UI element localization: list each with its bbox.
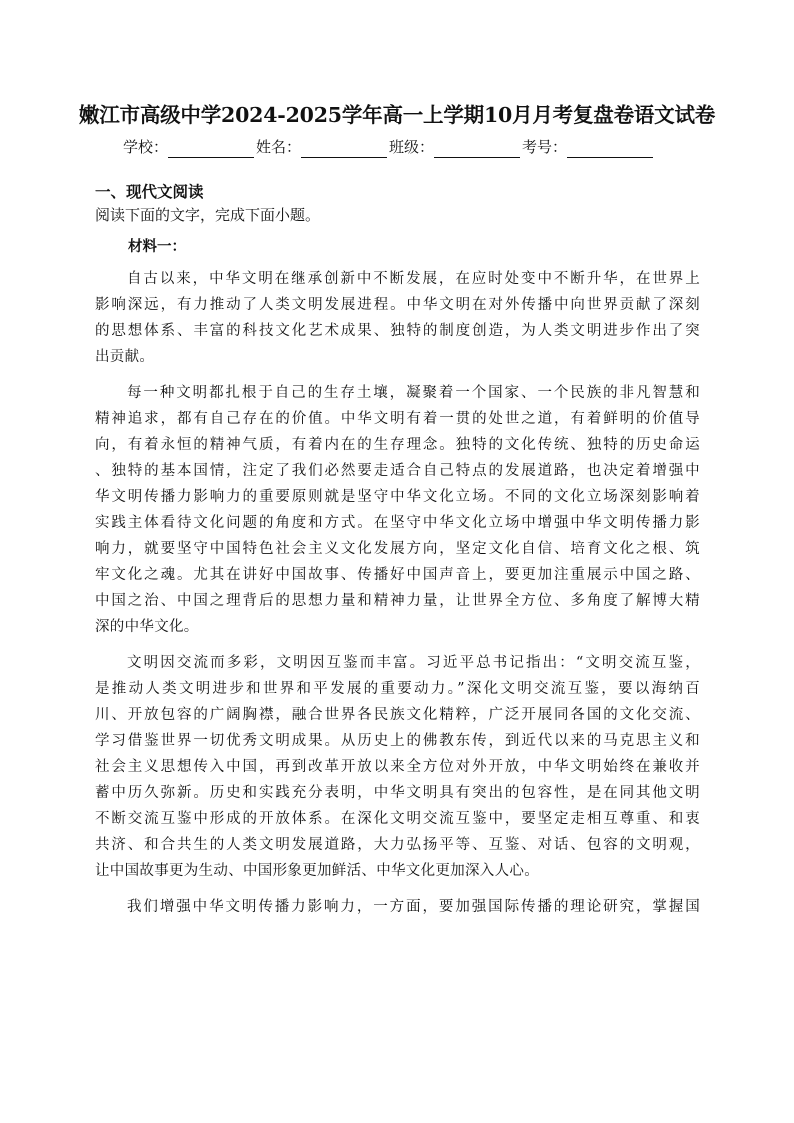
text-line: 让中国故事更为生动、中国形象更加鲜活、中华文化更加深入人心。 [95, 863, 539, 879]
exam-number-label: 考号： [522, 138, 568, 156]
paragraph [95, 894, 700, 920]
text-line: 牢文化之魂。尤其在讲好中国故事、传播好中国声音上，要更加注重展示中国之路、 [95, 567, 700, 583]
school-label: 学校： [123, 138, 169, 156]
text-line: 华文明传播力影响力的重要原则就是坚守中华文化立场。不同的文化立场深刻影响着 [95, 489, 700, 505]
text-line: 出贡献。 [95, 349, 155, 365]
text-line: 中国之治、中国之理背后的思想力量和精神力量，让世界全方位、多角度了解博大精 [95, 593, 700, 609]
text-line: 学习借鉴世界一切优秀文明成果。从历史上的佛教东传，到近代以来的马克思主义和 [95, 733, 700, 749]
text-line: 我们增强中华文明传播力影响力，一方面，要加强国际传播的理论研究，掌握国 [127, 899, 700, 915]
text-line: 深的中华文化。 [95, 619, 199, 635]
text-line: 的思想体系、丰富的科技文化艺术成果、独特的制度创造，为人类文明进步作出了突 [95, 323, 700, 339]
text-line: 精神追求，都有自己存在的价值。中华文明有着一贯的处世之道，有着鲜明的价值导 [95, 411, 700, 427]
text-line: 影响深远，有力推动了人类文明发展进程。中华文明在对外传播中向世界贡献了深刻 [95, 297, 700, 313]
exam-title: 嫩江市高级中学2024-2025学年高一上学期10月月考复盘卷语文试卷 [78, 103, 716, 127]
exam-number-blank [567, 139, 653, 158]
text-line: 每一种文明都扎根于自己的生存土壤，凝聚着一个国家、一个民族的非凡智慧和 [127, 385, 700, 401]
text-line: 社会主义思想传入中国，再到改革开放以来全方位对外开放，中华文明始终在兼收并 [95, 759, 700, 775]
text-line: 自古以来，中华文明在继承创新中不断发展，在应时处变中不断升华，在世界上 [127, 271, 700, 287]
text-line: 是推动人类文明进步和世界和平发展的重要动力。”深化文明交流互鉴，要以海纳百 [95, 681, 700, 697]
class-blank [434, 139, 520, 158]
text-line: 响力，就要坚守中国特色社会主义文化发展方向，坚定文化自信、培育文化之根、筑 [95, 541, 700, 557]
text-line: 向，有着永恒的精神气质，有着内在的生存理念。独特的文化传统、独特的历史命运 [95, 437, 700, 453]
text-line: 共济、和合共生的人类文明发展道路，大力弘扬平等、互鉴、对话、包容的文明观， [95, 837, 700, 853]
paragraph [95, 650, 700, 884]
paragraph [95, 380, 700, 640]
text-line: 文明因交流而多彩，文明因互鉴而丰富。习近平总书记指出：“文明交流互鉴， [127, 655, 700, 671]
text-line: 实践主体看待文化问题的角度和方式。在坚守中华文化立场中增强中华文明传播力影 [95, 515, 700, 531]
school-blank [168, 139, 254, 158]
material-label: 材料一： [128, 238, 186, 255]
reading-instruction: 阅读下面的文字，完成下面小题。 [95, 206, 321, 224]
section-heading: 一、现代文阅读 [95, 183, 204, 201]
name-blank [301, 139, 387, 158]
student-info-row [123, 134, 655, 158]
paragraph [95, 266, 700, 370]
name-label: 姓名： [256, 138, 302, 156]
text-line: 川、开放包容的广阔胸襟，融合世界各民族文化精粹，广泛开展同各国的文化交流、 [95, 707, 700, 723]
text-line: 蓄中历久弥新。历史和实践充分表明，中华文明具有突出的包容性，是在同其他文明 [95, 785, 700, 801]
text-line: 不断交流互鉴中形成的开放体系。在深化文明交流互鉴中，要坚定走相互尊重、和衷 [95, 811, 700, 827]
reading-passage [95, 266, 700, 930]
text-line: 、独特的基本国情，注定了我们必然要走适合自己特点的发展道路，也决定着增强中 [95, 463, 700, 479]
class-label: 班级： [389, 138, 435, 156]
